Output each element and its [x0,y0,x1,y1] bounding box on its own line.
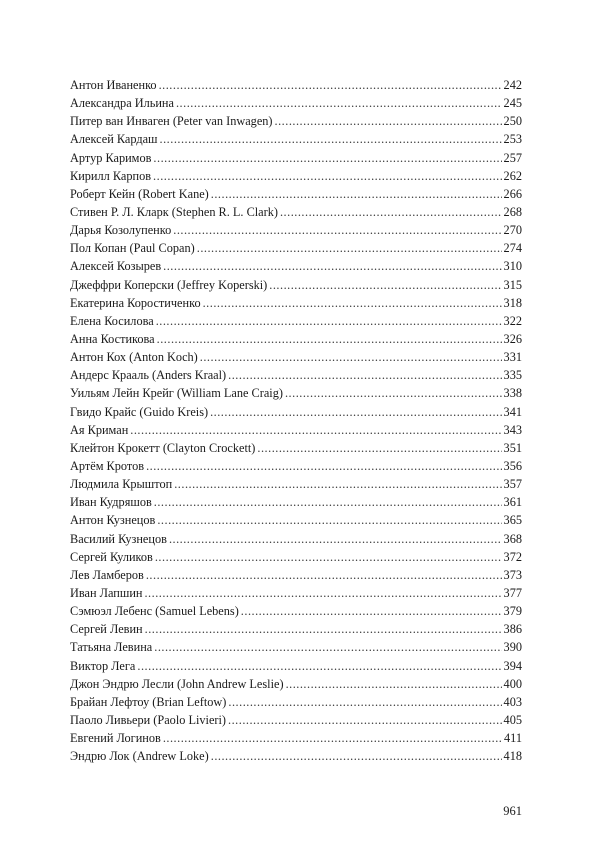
entry-page: 253 [503,132,522,147]
entry-name: Антон Кузнецов [70,513,156,528]
entry-page: 318 [503,295,522,310]
entry-name: Джон Эндрю Лесли (John Andrew Leslie) [70,676,284,691]
entry-page: 331 [503,350,522,365]
entry-name: Андерс Крааль (Anders Kraal) [70,368,227,383]
dot-leader [159,76,502,94]
toc-entry [70,167,522,185]
toc-entry [70,548,522,566]
dot-leader [228,366,501,384]
entry-page: 266 [503,186,522,201]
toc-entry [70,203,522,221]
entry-page: 394 [503,658,522,673]
entry-name: Иван Лапшин [70,585,143,600]
entry-name: Сэмюэл Лебенс (Samuel Lebens) [70,604,239,619]
entry-name: Сергей Куликов [70,549,153,564]
entry-page: 341 [503,404,522,419]
toc-entry [70,276,522,294]
dot-leader [228,693,501,711]
dot-leader [145,620,502,638]
dot-leader [146,457,501,475]
entry-name: Иван Кудряшов [70,495,152,510]
entry-name: Ая Криман [70,422,129,437]
dot-leader [285,384,502,402]
dot-leader [241,602,502,620]
entry-page: 250 [503,114,522,129]
entry-page: 373 [503,567,522,582]
dot-leader [228,711,502,729]
entry-page: 411 [504,731,522,746]
entry-page: 356 [503,458,522,473]
dot-leader [155,548,502,566]
toc-entry [70,638,522,656]
entry-name: Алексей Кардаш [70,132,158,147]
toc-entry [70,693,522,711]
toc-entry [70,257,522,275]
dot-leader [257,439,501,457]
toc-entry [70,94,522,112]
toc-entry [70,421,522,439]
dot-leader [286,675,502,693]
toc-entry [70,330,522,348]
entry-name: Елена Косилова [70,313,154,328]
dot-leader [153,149,501,167]
dot-leader [144,584,501,602]
toc-entry [70,675,522,693]
entry-page: 403 [503,694,522,709]
dot-leader [157,330,502,348]
entry-name: Джеффри Коперски (Jeffrey Koperski) [70,277,268,292]
dot-leader [210,403,501,421]
entry-name: Алексей Козырев [70,259,162,274]
dot-leader [163,729,502,747]
entry-name: Уильям Лейн Крейг (William Lane Craig) [70,386,283,401]
entry-name: Эндрю Лок (Andrew Loke) [70,749,209,764]
page-number: 961 [503,804,522,818]
toc-entry [70,493,522,511]
table-of-contents [70,76,522,765]
entry-page: 262 [503,168,522,183]
entry-name: Лев Ламберов [70,567,144,582]
entry-page: 372 [503,549,522,564]
entry-page: 335 [503,368,522,383]
entry-page: 405 [503,712,522,727]
entry-name: Брайан Лефтоу (Brian Leftow) [70,694,227,709]
toc-entry [70,403,522,421]
entry-name: Стивен Р. Л. Кларк (Stephen R. L. Clark) [70,204,278,219]
toc-entry [70,530,522,548]
toc-entry [70,149,522,167]
entry-name: Людмила Крыштоп [70,477,173,492]
toc-entry [70,185,522,203]
entry-page: 242 [503,78,522,92]
entry-page: 400 [503,676,522,691]
dot-leader [275,112,502,130]
entry-name: Питер ван Инваген (Peter van Inwagen) [70,114,273,129]
entry-page: 361 [503,495,522,510]
dot-leader [203,294,502,312]
entry-name: Виктор Лега [70,658,136,673]
dot-leader [153,167,502,185]
toc-entry [70,130,522,148]
toc-entry [70,566,522,584]
entry-page: 377 [503,585,522,600]
toc-entry [70,511,522,529]
toc-entry [70,584,522,602]
entry-name: Кирилл Карпов [70,168,152,183]
dot-leader [154,493,502,511]
entry-name: Антон Иваненко [70,78,157,92]
entry-name: Гвидо Крайс (Guido Kreis) [70,404,209,419]
entry-name: Анна Костикова [70,331,155,346]
entry-page: 390 [503,640,522,655]
dot-leader [211,747,502,765]
toc-entry [70,602,522,620]
entry-name: Татьяна Левина [70,640,153,655]
entry-name: Паоло Ливьери (Paolo Livieri) [70,712,227,727]
dot-leader [176,94,502,112]
toc-entry [70,76,522,94]
entry-name: Артур Каримов [70,150,152,165]
entry-name: Пол Копан (Paul Copan) [70,241,195,256]
entry-page: 379 [503,604,522,619]
dot-leader [169,530,502,548]
toc-entry [70,294,522,312]
toc-entry [70,439,522,457]
entry-page: 274 [503,241,522,256]
entry-page: 351 [503,440,522,455]
dot-leader [137,657,501,675]
entry-name: Александра Ильина [70,96,174,111]
toc-entry [70,221,522,239]
entry-name: Евгений Логинов [70,731,161,746]
toc-entry [70,348,522,366]
entry-name: Артём Кротов [70,458,145,473]
entry-name: Василий Кузнецов [70,531,167,546]
entry-page: 245 [503,96,522,111]
entry-name: Сергей Левин [70,622,143,637]
entry-page: 257 [503,150,522,165]
entry-page: 315 [503,277,522,292]
dot-leader [146,566,502,584]
dot-leader [173,221,501,239]
dot-leader [156,312,502,330]
entry-name: Дарья Козолупенко [70,223,172,238]
dot-leader [269,276,501,294]
toc-entry [70,366,522,384]
entry-name: Клейтон Крокетт (Clayton Crockett) [70,440,256,455]
dot-leader [280,203,502,221]
toc-entry [70,747,522,765]
dot-leader [154,638,501,656]
entry-name: Роберт Кейн (Robert Kane) [70,186,209,201]
entry-page: 310 [503,259,522,274]
dot-leader [157,511,501,529]
toc-entry [70,239,522,257]
entry-page: 365 [503,513,522,528]
entry-page: 343 [503,422,522,437]
dot-leader [174,475,501,493]
entry-page: 357 [503,477,522,492]
toc-entry [70,475,522,493]
dot-leader [197,239,502,257]
entry-name: Антон Кох (Anton Koch) [70,350,198,365]
entry-name: Екатерина Коростиченко [70,295,201,310]
dot-leader [160,130,502,148]
toc-entry [70,384,522,402]
toc-entry [70,457,522,475]
toc-entry [70,711,522,729]
toc-entry [70,657,522,675]
entry-page: 368 [503,531,522,546]
dot-leader [211,185,502,203]
dot-leader [200,348,502,366]
entry-page: 386 [503,622,522,637]
entry-page: 270 [503,223,522,238]
toc-entry [70,112,522,130]
toc-entry [70,620,522,638]
entry-page: 326 [503,331,522,346]
entry-page: 338 [503,386,522,401]
entry-page: 418 [503,749,522,764]
toc-entry [70,729,522,747]
dot-leader [163,257,501,275]
dot-leader [130,421,501,439]
entry-page: 268 [503,204,522,219]
toc-entry [70,312,522,330]
entry-page: 322 [503,313,522,328]
